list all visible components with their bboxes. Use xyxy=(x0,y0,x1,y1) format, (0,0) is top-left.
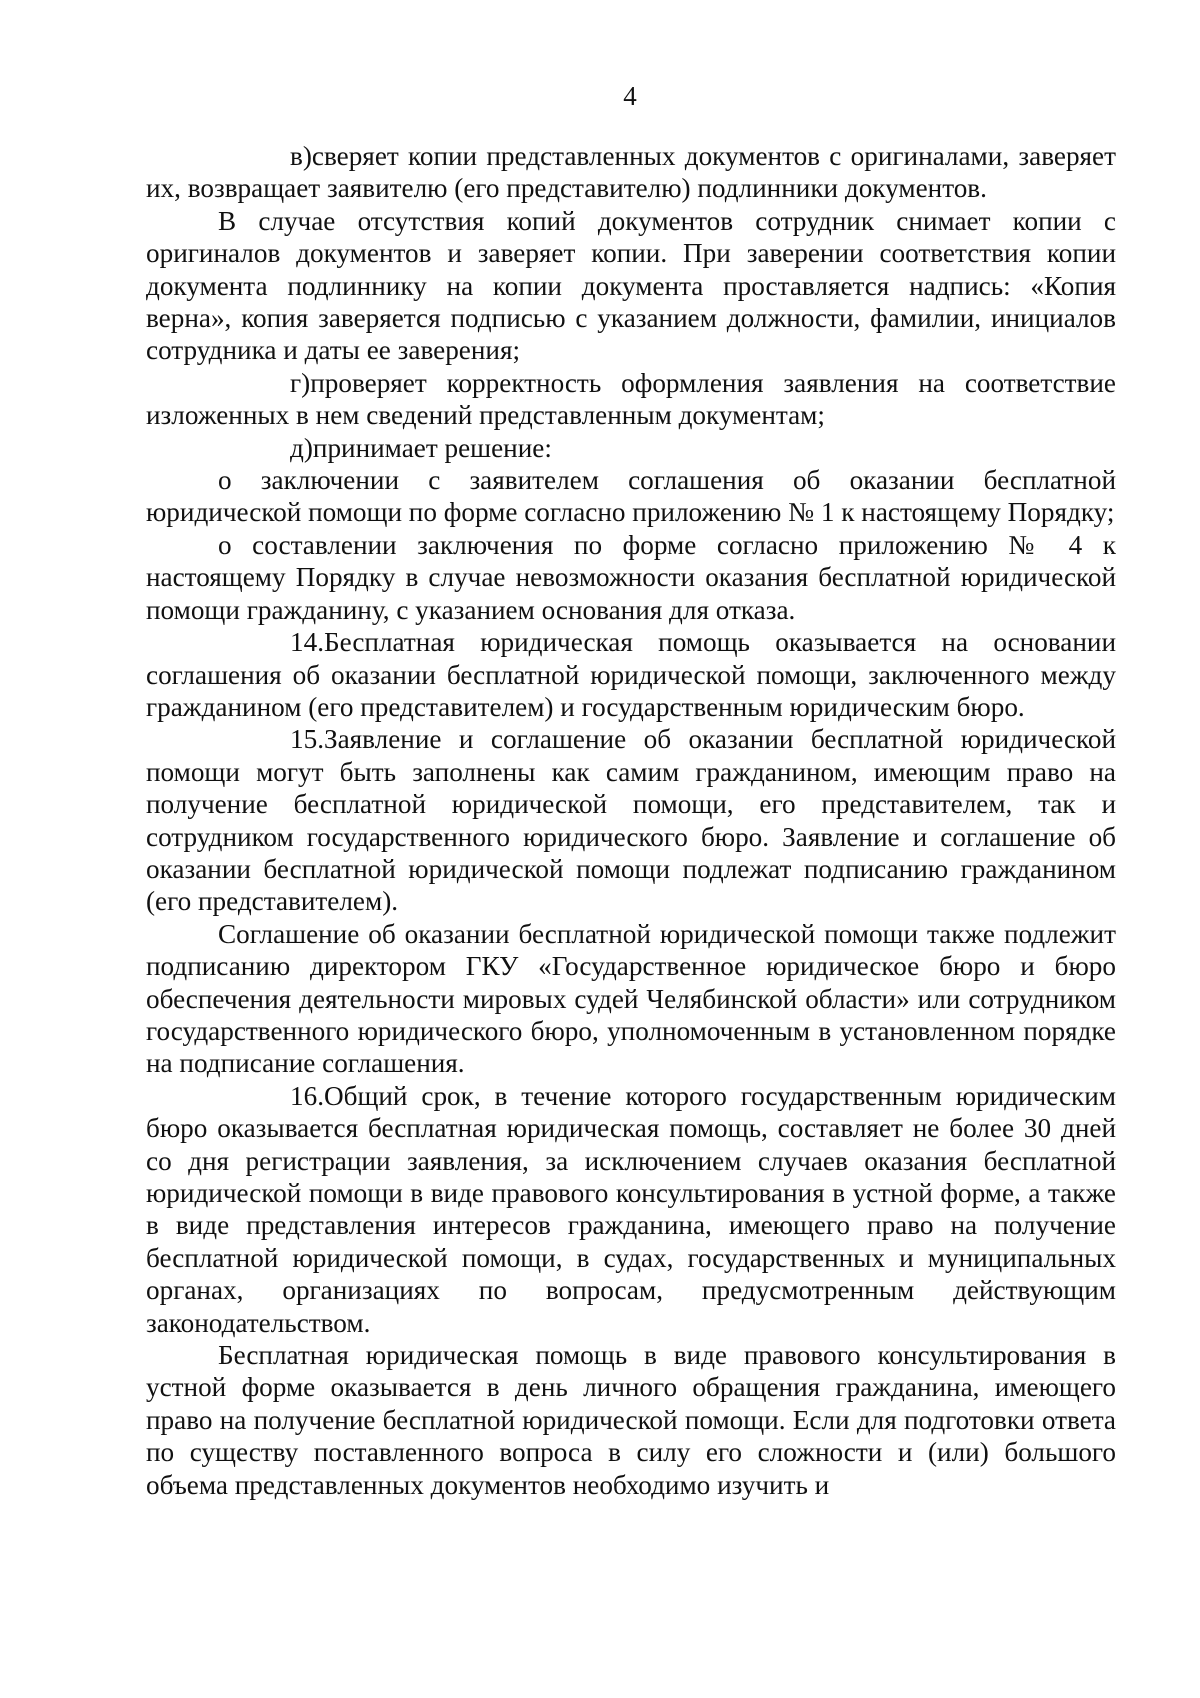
item-text-16: Общий срок, в течение которого государственным юридическим бюро оказывается бесплатная юридическая помощь, составляет не более 30 дней со дня регистрации заявления, за исключением случаев оказания бесплатной юридической помощи в виде правового консультирования в устной форме, а также в виде представления интересов гражданина, имеющего право на получение бесплатной юридической помощи, в судах, государственных и муниципальных органах, организациях по вопросам, предусмотренным действующим законодательством. xyxy=(146,1080,1116,1338)
item-text-v: сверяет копии представленных документов с оригиналами, заверяет их, возвращает заявителю (его представителю) подлинники документов. xyxy=(146,141,1116,204)
item-text-g: проверяет корректность оформления заявления на соответствие изложенных в нем сведений представленным документам; xyxy=(146,367,1116,431)
paragraph-item-d xyxy=(146,432,1116,464)
item-label-d: д) xyxy=(290,432,313,463)
item-text-15: Заявление и соглашение об оказании бесплатной юридической помощи могут быть заполнены как самим гражданином, имеющим право на получение бесплатной юридической помощи, его представителем, так и сотрудником государственного юридического бюро. Заявление и соглашение об оказании бесплатной юридической помощи подлежат подписанию гражданином (его представителем). xyxy=(146,724,1116,917)
paragraph-decision-conclusion: о составлении заключения по форме согласно приложению № 4 к настоящему Порядку в случае невозможности оказания бесплатной юридической помощи гражданину, с указанием основания для отказа. xyxy=(146,529,1116,625)
paragraph-item-16 xyxy=(146,1080,1116,1339)
item-label-14: 14. xyxy=(290,627,324,658)
item-text-d: принимает решение: xyxy=(312,432,552,463)
paragraph-item-15 xyxy=(146,723,1116,917)
paragraph-item-g xyxy=(146,367,1116,432)
paragraph-item-v xyxy=(146,140,1116,205)
paragraph-oral-consultation: Бесплатная юридическая помощь в виде правового консультирования в устной форме оказывается в день личного обращения гражданина, имеющего право на получение бесплатной юридической помощи. Если для подготовки ответа по существу поставленного вопроса в силу его сложности и (или) большого объема представленных документов необходимо изучить и xyxy=(146,1340,1116,1500)
paragraph-decision-agreement: о заключении с заявителем соглашения об оказании бесплатной юридической помощи по форме согласно приложению № 1 к настоящему Порядку; xyxy=(146,465,1116,528)
item-label-v: в) xyxy=(290,141,312,171)
item-text-14: Бесплатная юридическая помощь оказывается на основании соглашения об оказании бесплатной юридической помощи, заключенного между гражданином (его представителем) и государственным юридическим бюро. xyxy=(146,627,1116,722)
page-number: 4 xyxy=(623,81,637,111)
item-label-16: 16. xyxy=(290,1080,324,1111)
document-body xyxy=(146,140,1116,1501)
paragraph-item-14 xyxy=(146,626,1116,723)
item-label-g: г) xyxy=(290,367,311,398)
paragraph-agreement-signing: Соглашение об оказании бесплатной юридической помощи также подлежит подписанию директором ГКУ «Государственное юридическое бюро и бюро обеспечения деятельности мировых судей Челябинской области» или сотрудником государственного юридического бюро, уполномоченным в установленном порядке на подписание соглашения. xyxy=(146,918,1116,1079)
item-label-15: 15. xyxy=(290,724,324,755)
paragraph-copies: В случае отсутствия копий документов сотрудник снимает копии с оригиналов документов и заверяет копии. При заверении соответствия копии документа подлиннику на копии документа проставляется надпись: «Копия верна», копия заверяется подписью с указанием должности, фамилии, инициалов сотрудника и даты ее заверения; xyxy=(146,205,1116,366)
